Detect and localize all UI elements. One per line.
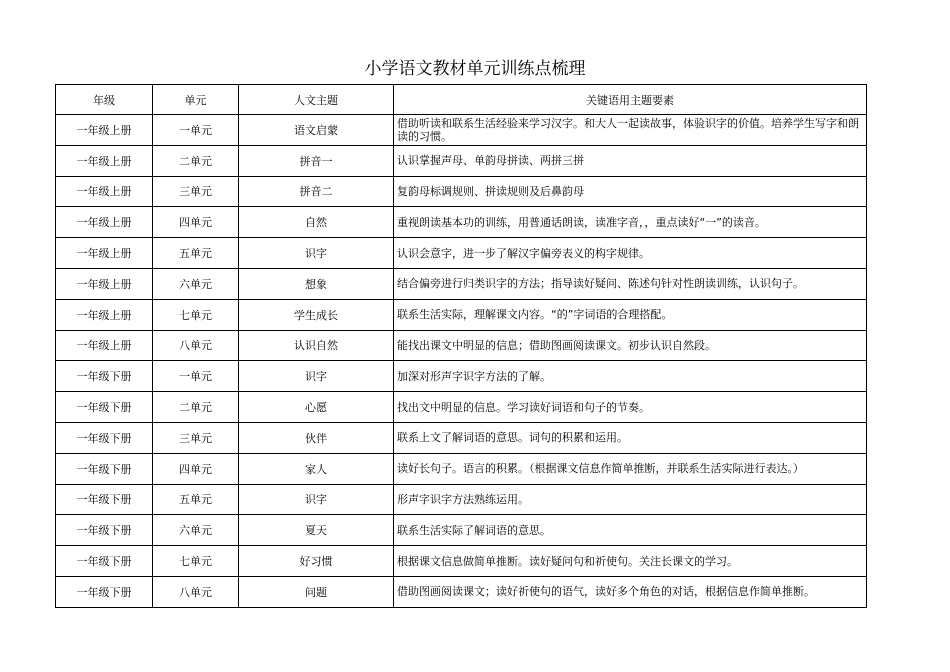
key-elements-cell: 形声字识字方法熟练运用。 [394,484,867,515]
unit-cell: 七单元 [153,546,239,577]
theme-cell: 学生成长 [239,299,394,330]
key-elements-cell: 联系上文了解词语的意思。词句的积累和运用。 [394,422,867,453]
header-grade: 年级 [56,85,153,115]
theme-cell: 心愿 [239,392,394,423]
header-row [56,85,867,115]
key-elements-cell: 加深对形声字识字方法的了解。 [394,361,867,392]
grade-cell: 一年级下册 [56,392,153,423]
table-row [56,299,867,330]
theme-cell: 认识自然 [239,330,394,361]
unit-cell: 八单元 [153,330,239,361]
unit-cell: 五单元 [153,238,239,269]
key-elements-cell: 能找出课文中明显的信息；借助图画阅读课文。初步认识自然段。 [394,330,867,361]
unit-cell: 一单元 [153,361,239,392]
table-row [56,145,867,176]
key-elements-cell: 认识会意字，进一步了解汉字偏旁表义的构字规律。 [394,238,867,269]
key-elements-cell: 找出文中明显的信息。学习读好词语和句子的节奏。 [394,392,867,423]
theme-cell: 伙伴 [239,422,394,453]
grade-cell: 一年级下册 [56,422,153,453]
table-row [56,268,867,299]
key-elements-cell: 借助听读和联系生活经验来学习汉字。和大人一起读故事，体验识字的价值。培养学生写字和朗读的习惯。 [394,115,867,146]
unit-cell: 六单元 [153,268,239,299]
unit-cell: 三单元 [153,176,239,207]
unit-cell: 一单元 [153,115,239,146]
theme-cell: 识字 [239,484,394,515]
grade-cell: 一年级上册 [56,145,153,176]
grade-cell: 一年级上册 [56,268,153,299]
unit-cell: 七单元 [153,299,239,330]
table-row [56,576,867,607]
key-elements-cell: 认识掌握声母、单韵母拼读、两拼三拼 [394,145,867,176]
theme-cell: 拼音一 [239,145,394,176]
grade-cell: 一年级上册 [56,299,153,330]
grade-cell: 一年级下册 [56,484,153,515]
unit-cell: 四单元 [153,453,239,484]
unit-cell: 二单元 [153,392,239,423]
table-row [56,546,867,577]
table-row [56,115,867,146]
theme-cell: 自然 [239,207,394,238]
table-row [56,422,867,453]
grade-cell: 一年级上册 [56,330,153,361]
theme-cell: 识字 [239,361,394,392]
key-elements-cell: 根据课文信息做简单推断。读好疑问句和祈使句。关注长课文的学习。 [394,546,867,577]
key-elements-cell: 借助图画阅读课文；读好祈使句的语气，读好多个角色的对话，根据信息作简单推断。 [394,576,867,607]
table-row [56,392,867,423]
theme-cell: 语文启蒙 [239,115,394,146]
grade-cell: 一年级下册 [56,576,153,607]
unit-cell: 五单元 [153,484,239,515]
unit-cell: 八单元 [153,576,239,607]
table-row [56,484,867,515]
grade-cell: 一年级上册 [56,115,153,146]
key-elements-cell: 结合偏旁进行归类识字的方法；指导读好疑问、陈述句针对性朗读训练，认识句子。 [394,268,867,299]
grade-cell: 一年级上册 [56,238,153,269]
theme-cell: 夏天 [239,515,394,546]
grade-cell: 一年级下册 [56,515,153,546]
header-unit: 单元 [153,85,239,115]
grade-cell: 一年级上册 [56,207,153,238]
grade-cell: 一年级下册 [56,361,153,392]
unit-cell: 六单元 [153,515,239,546]
table-row [56,207,867,238]
unit-cell: 四单元 [153,207,239,238]
unit-cell: 三单元 [153,422,239,453]
unit-cell: 二单元 [153,145,239,176]
header-theme: 人文主题 [239,85,394,115]
table-row [56,330,867,361]
table-row [56,238,867,269]
table-row [56,361,867,392]
theme-cell: 问题 [239,576,394,607]
page-title: 小学语文教材单元训练点梳理 [364,59,586,79]
training-points-table [55,84,867,608]
key-elements-cell: 联系生活实际，理解课文内容。“的”字词语的合理搭配。 [394,299,867,330]
grade-cell: 一年级下册 [56,546,153,577]
grade-cell: 一年级下册 [56,453,153,484]
key-elements-cell: 读好长句子。语言的积累。（根据课文信息作简单推断，并联系生活实际进行表达。） [394,453,867,484]
key-elements-cell: 重视朗读基本功的训练，用普通话朗读，读准字音，，重点读好“一”的读音。 [394,207,867,238]
grade-cell: 一年级上册 [56,176,153,207]
theme-cell: 想象 [239,268,394,299]
theme-cell: 拼音二 [239,176,394,207]
theme-cell: 好习惯 [239,546,394,577]
key-elements-cell: 复韵母标调规则、拼读规则及后鼻韵母 [394,176,867,207]
table-row [56,515,867,546]
table-row [56,176,867,207]
header-key-elements: 关键语用主题要素 [394,85,867,115]
key-elements-cell: 联系生活实际了解词语的意思。 [394,515,867,546]
theme-cell: 识字 [239,238,394,269]
table-row [56,453,867,484]
theme-cell: 家人 [239,453,394,484]
